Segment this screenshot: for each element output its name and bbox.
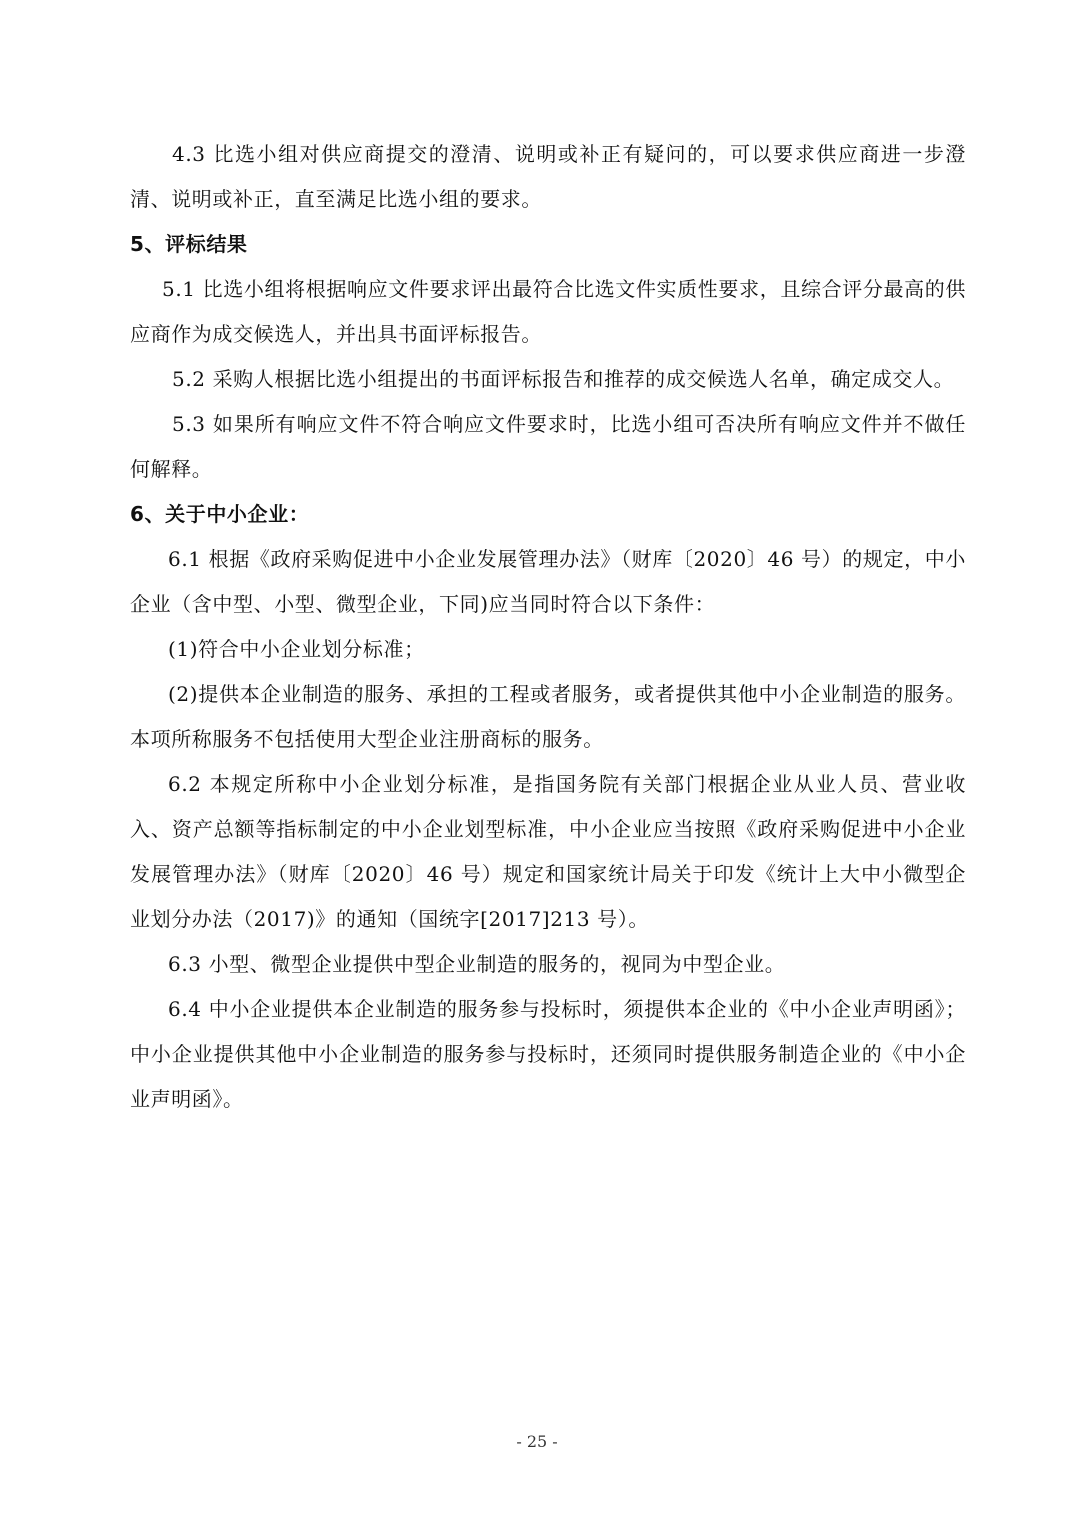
paragraph-5-3: 5.3 如果所有响应文件不符合响应文件要求时，比选小组可否决所有响应文件并不做任何解释。 bbox=[130, 412, 966, 481]
paragraph-5-1: 5.1 比选小组将根据响应文件要求评出最符合比选文件实质性要求，且综合评分最高的供应商作为成交候选人，并出具书面评标报告。 bbox=[130, 277, 966, 346]
section-heading-6: 6、关于中小企业： bbox=[130, 502, 310, 526]
document-body bbox=[130, 132, 966, 1122]
paragraph-6-3: 6.3 小型、微型企业提供中型企业制造的服务的，视同为中型企业。 bbox=[168, 952, 786, 976]
paragraph-6-1: 6.1 根据《政府采购促进中小企业发展管理办法》（财库〔2020〕46 号）的规定，中小企业（含中型、小型、微型企业，下同)应当同时符合以下条件： bbox=[130, 547, 966, 616]
paragraph-5-2: 5.2 采购人根据比选小组提出的书面评标报告和推荐的成交候选人名单，确定成交人。 bbox=[172, 367, 955, 391]
paragraph-6-1-item-1: (1)符合中小企业划分标准； bbox=[168, 637, 425, 661]
paragraph-6-1-item-2: (2)提供本企业制造的服务、承担的工程或者服务，或者提供其他中小企业制造的服务。本项所称服务不包括使用大型企业注册商标的服务。 bbox=[130, 682, 966, 751]
paragraph-6-2: 6.2 本规定所称中小企业划分标准，是指国务院有关部门根据企业从业人员、营业收入、资产总额等指标制定的中小企业划型标准，中小企业应当按照《政府采购促进中小企业发展管理办法》（财库〔2020〕46 号）规定和国家统计局关于印发《统计上大中小微型企业划分办法（2017)》的通知（国统字[2017]213 号）。 bbox=[130, 772, 966, 931]
paragraph-6-4: 6.4 中小企业提供本企业制造的服务参与投标时，须提供本企业的《中小企业声明函》；中小企业提供其他中小企业制造的服务参与投标时，还须同时提供服务制造企业的《中小企业声明函》。 bbox=[130, 997, 966, 1111]
paragraph-4-3: 4.3 比选小组对供应商提交的澄清、说明或补正有疑问的，可以要求供应商进一步澄清、说明或补正，直至满足比选小组的要求。 bbox=[130, 142, 966, 211]
page-number: - 25 - bbox=[516, 1432, 558, 1451]
section-heading-5: 5、评标结果 bbox=[130, 232, 248, 256]
